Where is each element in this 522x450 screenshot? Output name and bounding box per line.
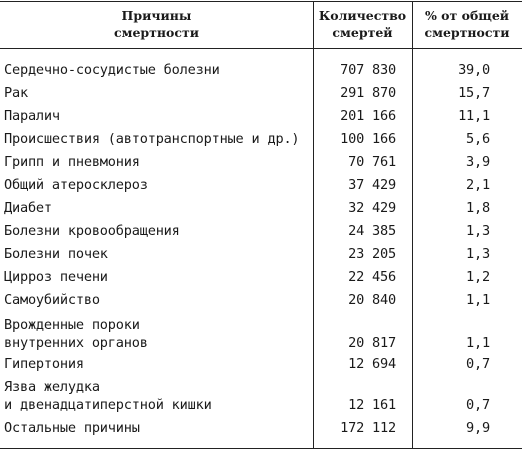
cause-cell: Язва желудка и двенадцатиперстной кишки xyxy=(4,379,212,413)
percent-cell: 0,7 xyxy=(466,397,490,413)
top-rule xyxy=(0,1,522,2)
cause-cell: Остальные причины xyxy=(4,420,140,436)
cause-cell: Болезни кровообращения xyxy=(4,223,180,239)
deaths-cell: 20 817 xyxy=(348,335,396,351)
deaths-cell: 100 166 xyxy=(340,131,396,147)
header-bottom-rule xyxy=(0,48,522,49)
percent-cell: 1,3 xyxy=(466,246,490,262)
percent-cell: 1,8 xyxy=(466,200,490,216)
percent-cell: 39,0 xyxy=(458,62,490,78)
cause-cell: Рак xyxy=(4,85,28,101)
header-deaths: Количество смертей xyxy=(318,8,407,40)
deaths-cell: 172 112 xyxy=(340,420,396,436)
cause-cell: Общий атеросклероз xyxy=(4,177,148,193)
deaths-cell: 707 830 xyxy=(340,62,396,78)
cause-cell: Самоубийство xyxy=(4,292,100,308)
percent-cell: 9,9 xyxy=(466,420,490,436)
bottom-rule xyxy=(0,448,522,449)
cause-cell: Цирроз печени xyxy=(4,269,108,285)
deaths-cell: 22 456 xyxy=(348,269,396,285)
cause-cell: Сердечно-сосудистые болезни xyxy=(4,62,220,78)
percent-cell: 11,1 xyxy=(458,108,490,124)
percent-cell: 3,9 xyxy=(466,154,490,170)
percent-cell: 1,2 xyxy=(466,269,490,285)
percent-cell: 1,1 xyxy=(466,335,490,351)
header-cause: Причины смертности xyxy=(113,8,200,40)
percent-cell: 1,3 xyxy=(466,223,490,239)
column-divider-2 xyxy=(412,1,413,449)
percent-cell: 0,7 xyxy=(466,356,490,372)
cause-cell: Врожденные пороки внутренних органов xyxy=(4,317,148,351)
deaths-cell: 12 161 xyxy=(348,397,396,413)
percent-cell: 1,1 xyxy=(466,292,490,308)
percent-cell: 5,6 xyxy=(466,131,490,147)
deaths-cell: 37 429 xyxy=(348,177,396,193)
deaths-cell: 201 166 xyxy=(340,108,396,124)
deaths-cell: 70 761 xyxy=(348,154,396,170)
cause-cell: Болезни почек xyxy=(4,246,108,262)
cause-cell: Паралич xyxy=(4,108,60,124)
cause-cell: Грипп и пневмония xyxy=(4,154,140,170)
deaths-cell: 32 429 xyxy=(348,200,396,216)
cause-cell: Гипертония xyxy=(4,356,84,372)
cause-cell: Диабет xyxy=(4,200,52,216)
percent-cell: 2,1 xyxy=(466,177,490,193)
deaths-cell: 291 870 xyxy=(340,85,396,101)
cause-cell: Происшествия (автотранспортные и др.) xyxy=(4,131,300,147)
deaths-cell: 24 385 xyxy=(348,223,396,239)
percent-cell: 15,7 xyxy=(458,85,490,101)
header-percent: % от общей смертности xyxy=(424,8,510,40)
deaths-cell: 12 694 xyxy=(348,356,396,372)
deaths-cell: 20 840 xyxy=(348,292,396,308)
deaths-cell: 23 205 xyxy=(348,246,396,262)
